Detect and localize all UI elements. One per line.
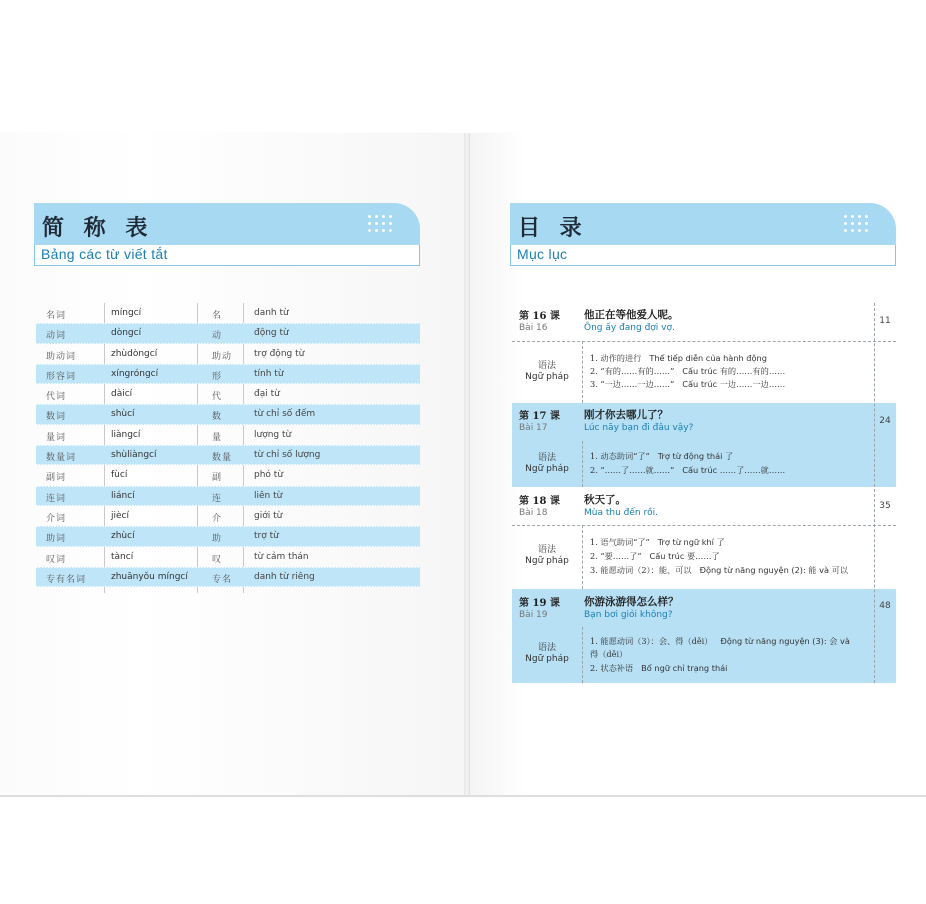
term-chinese: 量词 — [46, 432, 67, 443]
term-abbreviation: 副 — [212, 473, 223, 484]
term-chinese: 介词 — [46, 513, 67, 524]
page-title: 简 称 表 — [42, 215, 154, 241]
term-pinyin: shùliàngcí — [111, 450, 157, 461]
contents-banner — [510, 203, 896, 245]
term-abbreviation: 专名 — [212, 574, 233, 585]
lesson-number: 第 17 课 — [519, 411, 560, 422]
grammar-point: 3. 能愿动词（2）：能、可以 Động từ năng nguyện (2): 能 và 可以 — [590, 565, 848, 575]
table-row — [36, 344, 420, 364]
page-subtitle: Bảng các từ viết tắt — [41, 246, 168, 262]
lesson-number: 第 16 课 — [519, 311, 560, 322]
grammar-point: 1. 语气助词“了” Trợ từ ngữ khí 了 — [590, 537, 725, 547]
grammar-point: 2. “有的……有的……” Cấu trúc 有的……有的…… — [590, 366, 786, 376]
table-row — [36, 445, 420, 465]
lesson-header — [512, 487, 896, 525]
term-pinyin: jiècí — [111, 510, 129, 521]
lesson-number-vi: Bài 17 — [519, 423, 548, 433]
term-chinese: 连词 — [46, 493, 67, 504]
grammar-block — [512, 441, 896, 487]
term-abbreviation: 叹 — [212, 554, 223, 565]
table-row — [36, 506, 420, 526]
table-row — [36, 364, 420, 384]
lesson-header — [512, 403, 896, 441]
term-chinese: 专有名词 — [46, 574, 87, 585]
term-abbreviation: 代 — [212, 392, 223, 403]
lesson-number-vi: Bài 16 — [519, 323, 548, 333]
table-row — [36, 465, 420, 485]
term-abbreviation: 介 — [212, 513, 223, 524]
grammar-point: 1. 动作的进行 Thể tiếp diễn của hành động — [590, 353, 767, 363]
subtitle-bar — [34, 245, 420, 266]
term-vietnamese: từ chỉ số đếm — [254, 409, 316, 420]
term-vietnamese: đại từ — [254, 389, 280, 400]
lesson-title-vi: Mùa thu đến rồi. — [584, 508, 659, 518]
term-vietnamese: liên từ — [254, 490, 283, 501]
grammar-label: 语法 Ngữ pháp — [525, 643, 569, 664]
table-row — [36, 526, 420, 546]
table-row — [36, 404, 420, 424]
grammar-block — [512, 341, 896, 403]
term-chinese: 叹词 — [46, 554, 67, 565]
grammar-point: 1. 动态助词“了” Trợ từ động thái 了 — [590, 451, 734, 461]
lesson-number: 第 19 课 — [519, 598, 560, 609]
dot-grid-icon — [366, 213, 394, 235]
term-chinese: 数量词 — [46, 453, 77, 464]
term-pinyin: liàngcí — [111, 429, 141, 440]
lesson-number-vi: Bài 18 — [519, 508, 548, 518]
term-pinyin: dòngcí — [111, 328, 142, 339]
subtitle-bar — [510, 245, 896, 266]
table-row — [36, 303, 420, 323]
page-number: 24 — [879, 416, 891, 426]
grammar-point: 3. “一边……一边……” Cấu trúc 一边……一边…… — [590, 379, 786, 389]
term-vietnamese: tính từ — [254, 368, 284, 379]
term-chinese: 形容词 — [46, 371, 77, 382]
term-vietnamese: từ chỉ số lượng — [254, 450, 321, 461]
term-abbreviation: 助 — [212, 534, 223, 545]
term-pinyin: fùcí — [111, 470, 128, 481]
lesson-title-vi: Lúc nãy bạn đi đâu vậy? — [584, 423, 694, 433]
term-chinese: 助动词 — [46, 351, 77, 362]
page-subtitle: Mục lục — [517, 246, 568, 262]
term-vietnamese: trợ từ — [254, 531, 279, 542]
grammar-point: 2. “要……了” Cấu trúc 要……了 — [590, 551, 720, 561]
dot-grid-icon — [842, 213, 870, 235]
lesson-title: 秋天了。 — [584, 494, 626, 506]
page-edge — [0, 795, 926, 797]
abbreviation-banner — [34, 203, 420, 245]
term-pinyin: zhùdòngcí — [111, 348, 158, 359]
term-vietnamese: trợ động từ — [254, 348, 305, 359]
term-vietnamese: danh từ — [254, 308, 289, 318]
term-abbreviation: 数量 — [212, 453, 233, 464]
term-chinese: 副词 — [46, 473, 67, 484]
term-pinyin: xíngróngcí — [111, 368, 159, 379]
table-row — [36, 547, 420, 567]
term-chinese: 名词 — [46, 311, 67, 321]
term-vietnamese: giới từ — [254, 510, 283, 521]
lesson-number-vi: Bài 19 — [519, 610, 548, 620]
lesson-number: 第 18 课 — [519, 496, 560, 507]
term-abbreviation: 数 — [212, 412, 223, 423]
term-pinyin: dàicí — [111, 389, 133, 400]
term-pinyin: shùcí — [111, 409, 135, 420]
abbreviation-table — [36, 303, 420, 587]
term-vietnamese: danh từ riêng — [254, 571, 315, 582]
grammar-block — [512, 627, 896, 683]
term-abbreviation: 量 — [212, 432, 223, 443]
grammar-point: 2. 状态补语 Bổ ngữ chỉ trạng thái — [590, 663, 728, 673]
grammar-point: 1. 能愿动词（3）：会、得（děi） Động từ năng nguyện (3): 会 và — [590, 636, 850, 646]
grammar-block — [512, 525, 896, 589]
grammar-label: 语法 Ngữ pháp — [525, 361, 569, 382]
grammar-point: 2. “……了……就……” Cấu trúc ……了……就…… — [590, 465, 786, 475]
term-pinyin: míngcí — [111, 308, 142, 318]
right-page — [470, 133, 926, 795]
term-chinese: 数词 — [46, 412, 67, 423]
term-vietnamese: từ cảm thán — [254, 551, 309, 562]
book-spread — [0, 133, 926, 795]
page-number: 48 — [879, 601, 891, 611]
page-number: 11 — [879, 316, 891, 326]
grammar-point: 得（děi） — [590, 649, 628, 659]
term-vietnamese: lượng từ — [254, 429, 292, 440]
term-abbreviation: 助动 — [212, 351, 233, 362]
lesson-title-vi: Bạn bơi giỏi không? — [584, 610, 673, 620]
table-row — [36, 425, 420, 445]
lesson-title: 刚才你去哪儿了？ — [584, 409, 668, 421]
table-row — [36, 567, 420, 587]
lesson-title: 他正在等他爱人呢。 — [584, 309, 679, 321]
lesson-title-vi: Ông ấy đang đợi vợ. — [584, 323, 675, 333]
page-title: 目 录 — [518, 215, 588, 241]
term-abbreviation: 动 — [212, 331, 223, 342]
grammar-label: 语法 Ngữ pháp — [525, 545, 569, 566]
lesson-header — [512, 303, 896, 341]
term-pinyin: liáncí — [111, 490, 135, 501]
term-chinese: 动词 — [46, 331, 67, 342]
term-abbreviation: 连 — [212, 493, 223, 504]
lesson-header — [512, 589, 896, 627]
term-vietnamese: động từ — [254, 328, 289, 339]
term-abbreviation: 形 — [212, 371, 223, 382]
term-chinese: 代词 — [46, 392, 67, 403]
term-pinyin: zhuānyǒu míngcí — [111, 571, 188, 582]
lesson-title: 你游泳游得怎么样？ — [584, 596, 679, 608]
term-chinese: 助词 — [46, 534, 67, 545]
table-row — [36, 486, 420, 506]
left-page — [0, 133, 464, 795]
term-pinyin: tàncí — [111, 551, 134, 562]
grammar-label: 语法 Ngữ pháp — [525, 453, 569, 474]
term-pinyin: zhùcí — [111, 531, 135, 542]
table-row — [36, 384, 420, 404]
term-vietnamese: phó từ — [254, 470, 284, 481]
term-abbreviation: 名 — [212, 311, 223, 321]
page-number: 35 — [879, 501, 891, 511]
table-row — [36, 323, 420, 343]
